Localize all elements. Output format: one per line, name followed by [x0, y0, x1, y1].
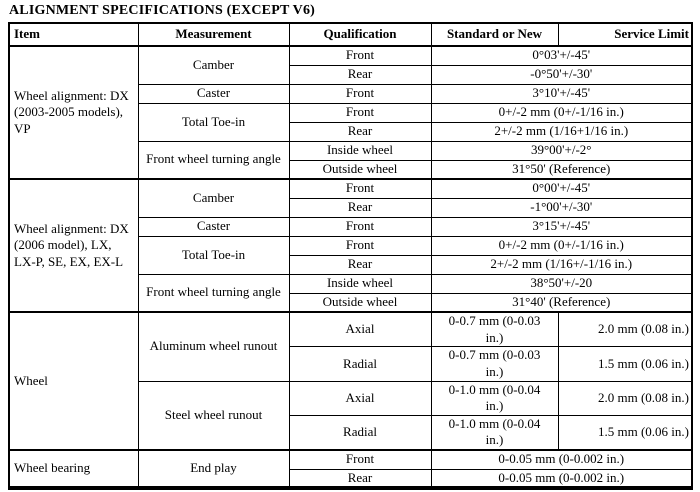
qualification-cell: Rear: [289, 469, 431, 488]
qualification-cell: Front: [289, 179, 431, 198]
service-limit-cell: 2.0 mm (0.08 in.): [558, 381, 692, 415]
standard-cell: 0-0.7 mm (0-0.03 in.): [431, 347, 558, 381]
standard-cell: 0+/-2 mm (0+/-1/16 in.): [431, 236, 692, 255]
qualification-cell: Front: [289, 236, 431, 255]
standard-cell: -0°50'+/-30': [431, 65, 692, 84]
qualification-cell: Radial: [289, 347, 431, 381]
qualification-cell: Rear: [289, 122, 431, 141]
measurement-cell: Steel wheel runout: [138, 381, 289, 450]
measurement-cell: Aluminum wheel runout: [138, 312, 289, 381]
service-limit-cell: 2.0 mm (0.08 in.): [558, 312, 692, 347]
item-cell: Wheel alignment: DX (2006 model), LX, LX-P, SE, EX, EX-L: [9, 179, 138, 312]
col-header-measurement: Measurement: [138, 23, 289, 46]
qualification-cell: Front: [289, 46, 431, 65]
standard-cell: 38°50'+/-20: [431, 274, 692, 293]
item-cell: Wheel alignment: DX (2003-2005 models), VP: [9, 46, 138, 179]
table-row: [9, 312, 692, 347]
standard-cell: 0-1.0 mm (0-0.04 in.): [431, 381, 558, 415]
measurement-cell: Caster: [138, 84, 289, 103]
standard-cell: 31°50' (Reference): [431, 160, 692, 179]
standard-cell: 2+/-2 mm (1/16+1/16 in.): [431, 122, 692, 141]
service-limit-cell: 1.5 mm (0.06 in.): [558, 347, 692, 381]
qualification-cell: Rear: [289, 65, 431, 84]
measurement-cell: Total Toe-in: [138, 236, 289, 274]
standard-cell: -1°00'+/-30': [431, 198, 692, 217]
qualification-cell: Outside wheel: [289, 160, 431, 179]
page-title: ALIGNMENT SPECIFICATIONS (EXCEPT V6): [9, 3, 316, 18]
alignment-specs-table: [8, 22, 693, 490]
col-header-item: Item: [9, 23, 138, 46]
header-row: [9, 23, 692, 46]
item-cell: Wheel bearing: [9, 450, 138, 488]
qualification-cell: Axial: [289, 381, 431, 415]
standard-cell: 3°10'+/-45': [431, 84, 692, 103]
standard-cell: 0-0.7 mm (0-0.03 in.): [431, 312, 558, 347]
qualification-cell: Rear: [289, 255, 431, 274]
table-row: [9, 46, 692, 65]
service-limit-cell: 1.5 mm (0.06 in.): [558, 415, 692, 450]
item-cell: Wheel: [9, 312, 138, 450]
measurement-cell: End play: [138, 450, 289, 488]
table-row: [9, 179, 692, 198]
qualification-cell: Front: [289, 217, 431, 236]
standard-cell: 2+/-2 mm (1/16+/-1/16 in.): [431, 255, 692, 274]
qualification-cell: Axial: [289, 312, 431, 347]
qualification-cell: Inside wheel: [289, 141, 431, 160]
standard-cell: 0-1.0 mm (0-0.04 in.): [431, 415, 558, 450]
measurement-cell: Front wheel turning angle: [138, 274, 289, 312]
measurement-cell: Total Toe-in: [138, 103, 289, 141]
col-header-service-limit: Service Limit: [558, 23, 692, 46]
measurement-cell: Camber: [138, 179, 289, 217]
measurement-cell: Camber: [138, 46, 289, 84]
table-row: [9, 450, 692, 469]
qualification-cell: Inside wheel: [289, 274, 431, 293]
standard-cell: 0-0.05 mm (0-0.002 in.): [431, 469, 692, 488]
qualification-cell: Front: [289, 84, 431, 103]
qualification-cell: Outside wheel: [289, 293, 431, 312]
qualification-cell: Radial: [289, 415, 431, 450]
measurement-cell: Caster: [138, 217, 289, 236]
standard-cell: 3°15'+/-45': [431, 217, 692, 236]
standard-cell: 31°40' (Reference): [431, 293, 692, 312]
col-header-standard: Standard or New: [431, 23, 558, 46]
qualification-cell: Rear: [289, 198, 431, 217]
col-header-qualification: Qualification: [289, 23, 431, 46]
qualification-cell: Front: [289, 450, 431, 469]
standard-cell: 0+/-2 mm (0+/-1/16 in.): [431, 103, 692, 122]
standard-cell: 39°00'+/-2°: [431, 141, 692, 160]
standard-cell: 0-0.05 mm (0-0.002 in.): [431, 450, 692, 469]
standard-cell: 0°03'+/-45': [431, 46, 692, 65]
standard-cell: 0°00'+/-45': [431, 179, 692, 198]
measurement-cell: Front wheel turning angle: [138, 141, 289, 179]
qualification-cell: Front: [289, 103, 431, 122]
